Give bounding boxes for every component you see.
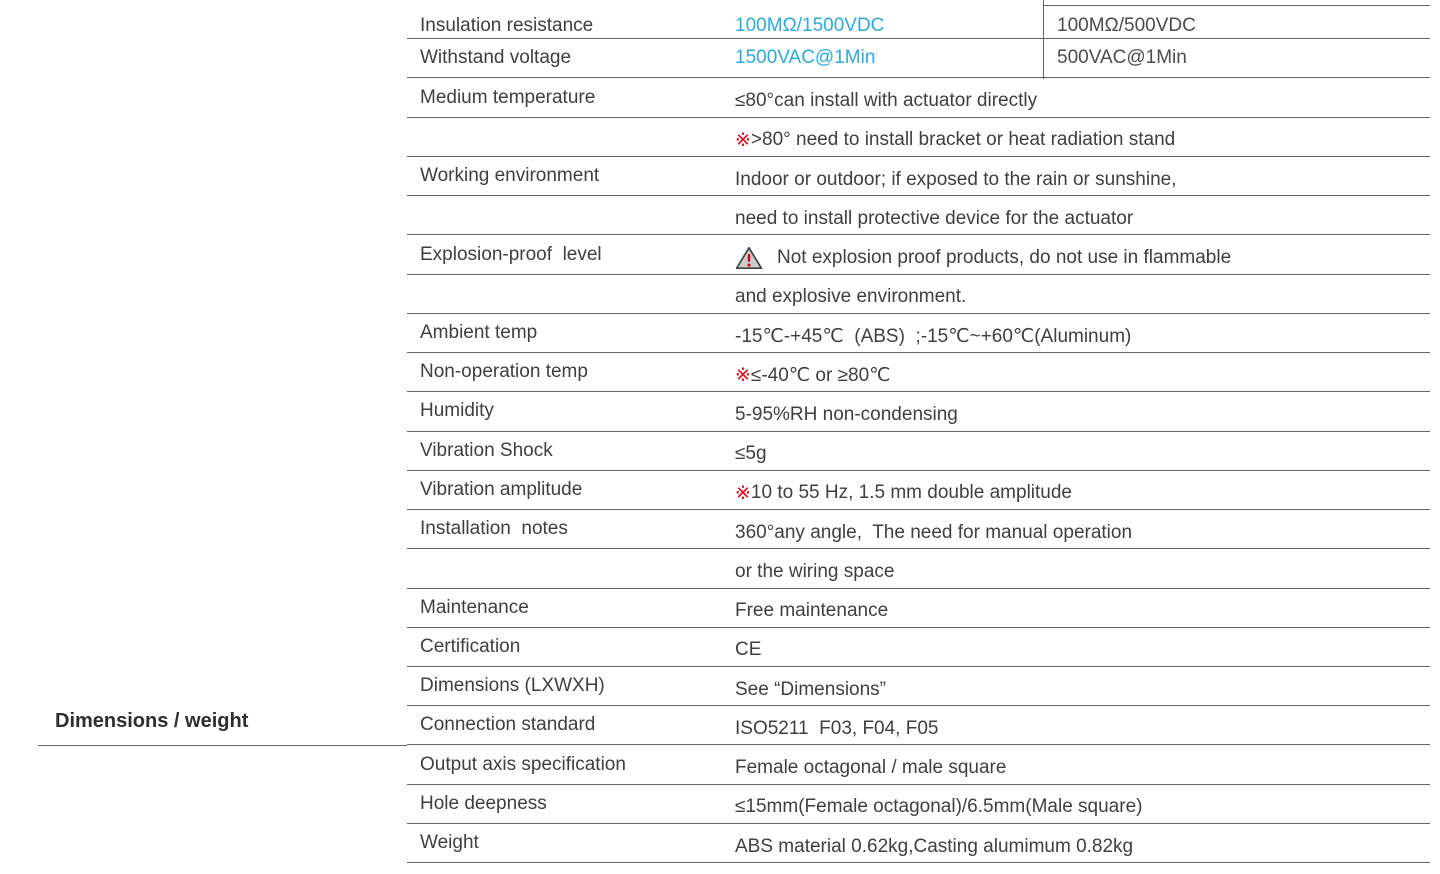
table-row (407, 510, 1430, 549)
row-label: Weight (420, 832, 479, 854)
table-row (407, 78, 1430, 117)
table-row (407, 314, 1430, 353)
table-row (407, 549, 1430, 588)
table-row (407, 432, 1430, 471)
row-value: ※ ≤-40℃ or ≥80℃ (735, 365, 891, 387)
row-label: Dimensions (LXWXH) (420, 675, 605, 697)
reference-mark: ※ (735, 482, 751, 504)
row-value: ≤5g (735, 443, 767, 465)
row-value: 1500VAC@1Min (735, 47, 876, 69)
table-row (407, 118, 1430, 157)
row-label: Vibration amplitude (420, 478, 583, 500)
row-label: Vibration Shock (420, 439, 553, 461)
row-value: ※ >80° need to install bracket or heat radiation stand (735, 129, 1176, 151)
row-value: ISO5211 F03, F04, F05 (735, 717, 939, 739)
table-row (407, 196, 1430, 235)
row-value: See “Dimensions” (735, 678, 886, 700)
row-value: ≤80°can install with actuator directly (735, 90, 1038, 112)
side-label-underline (38, 745, 407, 746)
row-label: Withstand voltage (420, 47, 572, 69)
row-value: 100MΩ/1500VDC (735, 15, 885, 37)
table-row (407, 745, 1430, 784)
table-row (407, 275, 1430, 314)
row-value: Indoor or outdoor; if exposed to the rain or sunshine, (735, 168, 1177, 190)
row-label: Installation notes (420, 518, 568, 540)
table-row (407, 706, 1430, 745)
row-value-secondary: 100MΩ/500VDC (1057, 15, 1196, 37)
row-value: ABS material 0.62kg,Casting alumimum 0.82kg (735, 835, 1134, 857)
row-value: or the wiring space (735, 560, 895, 582)
row-value: ※ 10 to 55 Hz, 1.5 mm double amplitude (735, 482, 1072, 504)
warning-icon (735, 246, 763, 270)
column-divider (1043, 0, 1044, 79)
row-value: -15℃-+45℃ (ABS) ;-15℃~+60℃(Aluminum) (735, 325, 1132, 347)
row-label: Insulation resistance (420, 15, 594, 37)
row-label: Humidity (420, 400, 494, 422)
row-label: Medium temperature (420, 86, 596, 108)
table-row (407, 628, 1430, 667)
right-column-top-border (1043, 5, 1430, 6)
row-value: Not explosion proof products, do not use in flammable (735, 239, 1430, 270)
table-row (407, 157, 1430, 196)
row-label: Output axis specification (420, 753, 626, 775)
row-value: Female octagonal / male square (735, 757, 1007, 779)
table-row (407, 824, 1430, 863)
table-row (407, 785, 1430, 824)
row-value: Free maintenance (735, 600, 889, 622)
row-label: Connection standard (420, 714, 596, 736)
table-row (407, 353, 1430, 392)
row-label: Working environment (420, 165, 600, 187)
row-label: Certification (420, 635, 521, 657)
row-value: and explosive environment. (735, 286, 967, 308)
spec-table (407, 0, 1430, 863)
table-row (407, 471, 1430, 510)
table-row (407, 392, 1430, 431)
table-row (407, 667, 1430, 706)
row-value: 360°any angle, The need for manual operation (735, 521, 1133, 543)
row-label: Maintenance (420, 596, 529, 618)
table-row (407, 235, 1430, 274)
row-value-secondary: 500VAC@1Min (1057, 47, 1187, 69)
reference-mark: ※ (735, 365, 751, 387)
row-label: Ambient temp (420, 321, 538, 343)
row-value: 5-95%RH non-condensing (735, 403, 958, 425)
table-row (407, 589, 1430, 628)
row-value: need to install protective device for the actuator (735, 207, 1134, 229)
row-label: Hole deepness (420, 792, 547, 814)
reference-mark: ※ (735, 129, 751, 151)
row-label: Explosion-proof level (420, 243, 602, 265)
side-label: Dimensions / weight (55, 710, 249, 732)
row-label: Non-operation temp (420, 361, 588, 383)
row-value: CE (735, 639, 762, 661)
row-value: ≤15mm(Female octagonal)/6.5mm(Male square) (735, 796, 1143, 818)
table-row (407, 39, 1430, 78)
